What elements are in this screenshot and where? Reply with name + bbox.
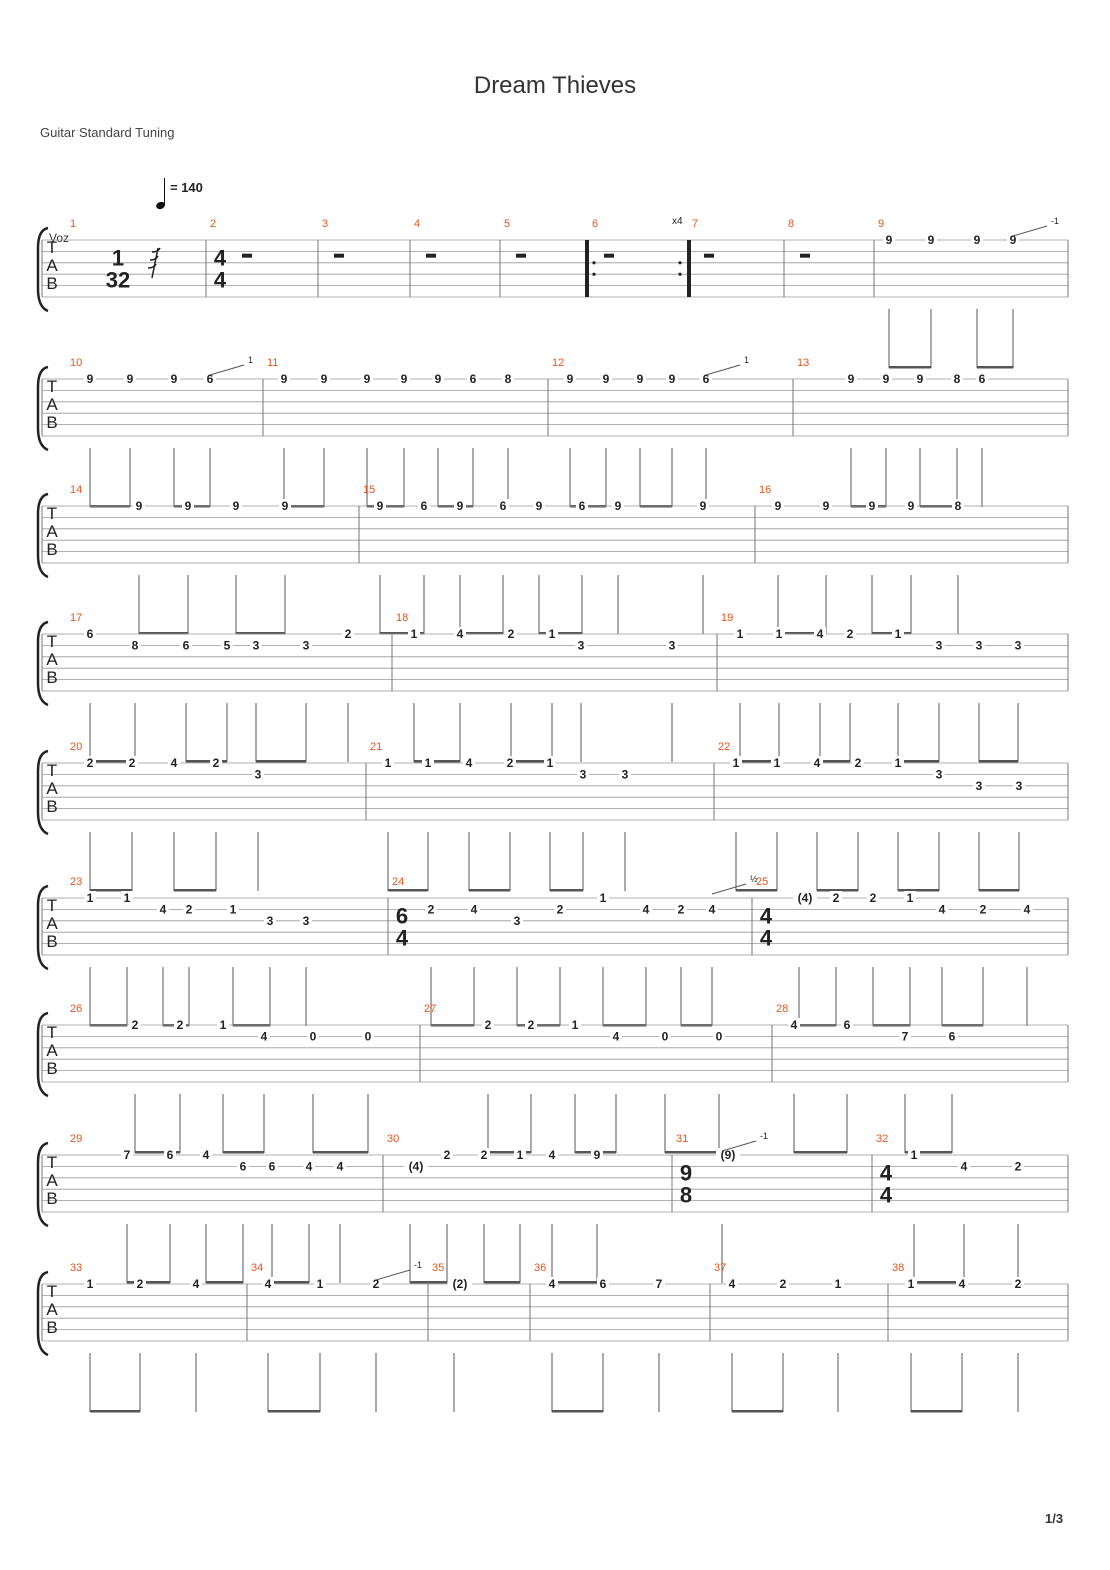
note-beam bbox=[979, 760, 1018, 763]
fret-number: 9 bbox=[170, 372, 178, 386]
fret-number: 1 bbox=[775, 627, 783, 641]
fret-number: 4 bbox=[260, 1029, 268, 1044]
time-signature-bottom: 4 bbox=[395, 925, 409, 951]
fret-number: 2 bbox=[176, 1018, 184, 1032]
fret-number: 2 bbox=[507, 627, 515, 641]
fret-number: (4) bbox=[797, 891, 813, 905]
note-beam bbox=[552, 1281, 597, 1284]
fret-number: 7 bbox=[123, 1148, 131, 1162]
fret-number: 2 bbox=[128, 756, 136, 770]
measure-number: 5 bbox=[504, 218, 511, 230]
time-signature-top: 4 bbox=[213, 245, 227, 271]
fret-number: 8 bbox=[953, 372, 961, 386]
tab-clef-letter: B bbox=[46, 540, 58, 559]
measure-number: 35 bbox=[432, 1262, 445, 1274]
note-beam bbox=[732, 1410, 783, 1413]
fret-number: 1 bbox=[894, 627, 902, 641]
fret-number: 9 bbox=[774, 499, 782, 513]
fret-number: 2 bbox=[779, 1277, 787, 1291]
fret-number: 9 bbox=[927, 233, 935, 247]
measure-number: 13 bbox=[797, 357, 810, 369]
fret-number: 2 bbox=[427, 902, 435, 917]
measure-number: 1 bbox=[70, 218, 77, 230]
fret-number: 2 bbox=[185, 902, 193, 917]
fret-number: 9 bbox=[847, 372, 855, 386]
fret-number: 4 bbox=[816, 627, 824, 641]
fret-number: 6 bbox=[182, 638, 190, 653]
fret-number: 3 bbox=[975, 778, 983, 793]
fret-number: 1 bbox=[894, 756, 902, 770]
fret-number: 6 bbox=[268, 1159, 276, 1174]
fret-number: 0 bbox=[661, 1029, 669, 1044]
measure-number: 29 bbox=[70, 1133, 83, 1145]
fret-number: 1 bbox=[516, 1148, 524, 1162]
fret-number: 2 bbox=[677, 902, 685, 917]
measure-number: 11 bbox=[267, 357, 279, 369]
measure-number: 8 bbox=[788, 218, 795, 230]
fret-number: 1 bbox=[546, 756, 554, 770]
fret-number: 4 bbox=[790, 1018, 798, 1032]
fret-number: 1 bbox=[384, 756, 392, 770]
measure-number: 33 bbox=[70, 1262, 83, 1274]
fret-number: 1 bbox=[773, 756, 781, 770]
tab-system bbox=[38, 355, 1068, 508]
note-beam bbox=[469, 889, 510, 892]
note-beam bbox=[484, 1281, 520, 1284]
repeat-end-bar bbox=[687, 240, 691, 297]
fret-number: 0 bbox=[309, 1029, 317, 1044]
fret-number: 9 bbox=[434, 372, 442, 386]
fret-number: 3 bbox=[668, 638, 676, 653]
fret-number: 2 bbox=[212, 756, 220, 770]
whole-rest-icon bbox=[334, 254, 344, 258]
fret-number: 9 bbox=[822, 499, 830, 513]
fret-number: 2 bbox=[1014, 1277, 1022, 1291]
fret-number: 2 bbox=[484, 1018, 492, 1032]
fret-number: 3 bbox=[975, 638, 983, 653]
fret-number: 4 bbox=[305, 1159, 313, 1174]
repeat-count: x4 bbox=[672, 216, 683, 227]
note-beam bbox=[977, 366, 1013, 369]
fret-number: 9 bbox=[973, 233, 981, 247]
note-beam bbox=[223, 1151, 264, 1154]
fret-number: 9 bbox=[1009, 233, 1017, 247]
tab-system bbox=[38, 874, 1068, 1027]
tuning-label: Guitar Standard Tuning bbox=[40, 125, 175, 140]
fret-number: 2 bbox=[372, 1277, 380, 1291]
fret-number: 9 bbox=[566, 372, 574, 386]
time-signature-top: 4 bbox=[759, 903, 773, 929]
time-signature-bottom: 4 bbox=[759, 925, 773, 951]
fret-number: 3 bbox=[1015, 778, 1023, 793]
fret-number: 0 bbox=[715, 1029, 723, 1044]
measure-number: 7 bbox=[692, 218, 699, 230]
fret-number: 1 bbox=[548, 627, 556, 641]
fret-number: 1 bbox=[410, 627, 418, 641]
fret-number: 1 bbox=[424, 756, 432, 770]
measure-number: 17 bbox=[70, 612, 83, 624]
time-signature-top: 1 bbox=[111, 245, 125, 271]
whole-rest-icon bbox=[604, 254, 614, 258]
time-signature-bottom: 4 bbox=[879, 1182, 893, 1208]
fret-number: 6 bbox=[239, 1159, 247, 1174]
measure-number: 37 bbox=[714, 1262, 727, 1274]
fret-number: 4 bbox=[159, 902, 167, 917]
measure-number: 31 bbox=[676, 1133, 689, 1145]
fret-number: 4 bbox=[264, 1277, 272, 1291]
tab-clef-letter: T bbox=[46, 1282, 58, 1301]
fret-number: 1 bbox=[86, 891, 94, 905]
fret-number: 4 bbox=[960, 1159, 968, 1174]
bend-amount: -1 bbox=[760, 1131, 769, 1141]
whole-rest-icon bbox=[800, 254, 810, 258]
tab-clef-letter: B bbox=[46, 1318, 58, 1337]
fret-number: 1 bbox=[834, 1277, 842, 1291]
fret-number: (9) bbox=[720, 1148, 736, 1162]
tab-clef-letter: A bbox=[46, 779, 58, 798]
fret-number: 1 bbox=[123, 891, 131, 905]
note-beam bbox=[736, 889, 777, 892]
note-beam bbox=[256, 760, 306, 763]
time-signature-bottom: 8 bbox=[679, 1182, 693, 1208]
note-beam bbox=[979, 889, 1019, 892]
time-signature-bottom: 32 bbox=[105, 267, 131, 293]
fret-number: 7 bbox=[655, 1277, 663, 1291]
fret-number: 4 bbox=[728, 1277, 736, 1291]
time-signature-top: 6 bbox=[395, 903, 409, 929]
measure-number: 10 bbox=[70, 357, 83, 369]
bend-line bbox=[706, 365, 740, 375]
note-beam bbox=[550, 889, 583, 892]
note-beam bbox=[889, 366, 931, 369]
measure-number: 9 bbox=[878, 218, 885, 230]
fret-number: 9 bbox=[614, 499, 622, 513]
measure-number: 3 bbox=[322, 218, 329, 230]
note-beam bbox=[272, 1281, 309, 1284]
whole-rest-icon bbox=[704, 254, 714, 258]
tab-system bbox=[38, 216, 1068, 369]
tab-clef-letter: B bbox=[46, 932, 58, 951]
fret-number: 9 bbox=[232, 499, 240, 513]
fret-number: 3 bbox=[579, 767, 587, 782]
measure-number: 15 bbox=[363, 484, 376, 496]
bend-amount: -1 bbox=[414, 1260, 423, 1270]
tab-system bbox=[38, 741, 1068, 892]
fret-number: 9 bbox=[135, 499, 143, 513]
fret-number: 2 bbox=[854, 756, 862, 770]
fret-number: 2 bbox=[832, 891, 840, 905]
tab-clef-letter: A bbox=[46, 1171, 58, 1190]
fret-number: 9 bbox=[320, 372, 328, 386]
fret-number: 8 bbox=[504, 372, 512, 386]
measure-number: 30 bbox=[387, 1133, 400, 1145]
whole-rest-icon bbox=[426, 254, 436, 258]
measure-number: 14 bbox=[70, 484, 83, 496]
note-beam bbox=[911, 1410, 962, 1413]
fret-number: 2 bbox=[344, 627, 352, 641]
note-beam bbox=[206, 1281, 243, 1284]
time-signature-top: 9 bbox=[679, 1160, 693, 1186]
tab-clef-letter: B bbox=[46, 797, 58, 816]
fret-number: 2 bbox=[869, 891, 877, 905]
score-title: Dream Thieves bbox=[473, 72, 637, 99]
tab-clef-letter: T bbox=[46, 1023, 58, 1042]
fret-number: 9 bbox=[281, 499, 289, 513]
tab-clef-letter: A bbox=[46, 1041, 58, 1060]
fret-number: 9 bbox=[699, 499, 707, 513]
fret-number: 1 bbox=[219, 1018, 227, 1032]
fret-number: 4 bbox=[465, 756, 473, 770]
fret-number: (4) bbox=[408, 1159, 424, 1174]
tab-clef-letter: B bbox=[46, 1059, 58, 1078]
tab-clef-letter: A bbox=[46, 1300, 58, 1319]
fret-number: 7 bbox=[901, 1029, 909, 1044]
note-beam bbox=[665, 1151, 719, 1154]
fret-number: 3 bbox=[621, 767, 629, 782]
fret-number: 2 bbox=[480, 1148, 488, 1162]
track-name: Voz bbox=[49, 231, 70, 245]
fret-number: 9 bbox=[86, 372, 94, 386]
note-beam bbox=[820, 760, 850, 763]
measure-number: 23 bbox=[70, 876, 83, 888]
fret-number: 9 bbox=[868, 499, 876, 513]
fret-number: 6 bbox=[702, 372, 710, 386]
fret-number: 4 bbox=[642, 902, 650, 917]
fret-number: 9 bbox=[602, 372, 610, 386]
measure-number: 25 bbox=[756, 876, 769, 888]
fret-number: 6 bbox=[166, 1148, 174, 1162]
fret-number: 5 bbox=[223, 638, 231, 653]
note-beam bbox=[414, 760, 460, 763]
fret-number: 1 bbox=[571, 1018, 579, 1032]
fret-number: 9 bbox=[535, 499, 543, 513]
fret-number: 4 bbox=[813, 756, 821, 770]
note-beam bbox=[174, 889, 216, 892]
fret-number: 2 bbox=[136, 1277, 144, 1291]
fret-number: 9 bbox=[126, 372, 134, 386]
note-beam bbox=[410, 1281, 447, 1284]
tab-clef-letter: T bbox=[46, 238, 58, 257]
fret-number: 3 bbox=[935, 638, 943, 653]
fret-number: 3 bbox=[254, 767, 262, 782]
page-number: 1/3 bbox=[1045, 1511, 1064, 1526]
fret-number: 4 bbox=[170, 756, 178, 770]
fret-number: 9 bbox=[400, 372, 408, 386]
fret-number: 4 bbox=[192, 1277, 200, 1291]
fret-number: 2 bbox=[443, 1148, 451, 1162]
time-signature-top: 4 bbox=[879, 1160, 893, 1186]
measure-number: 32 bbox=[876, 1133, 889, 1145]
tab-clef-letter: T bbox=[46, 377, 58, 396]
tab-system bbox=[38, 1131, 1068, 1284]
note-beam bbox=[898, 760, 939, 763]
fret-number: 4 bbox=[1023, 902, 1031, 917]
fret-number: 2 bbox=[556, 902, 564, 917]
fret-number: 4 bbox=[456, 627, 464, 641]
note-beam bbox=[552, 1410, 603, 1413]
note-beam bbox=[388, 889, 428, 892]
fret-number: 4 bbox=[548, 1277, 556, 1291]
measure-number: 22 bbox=[718, 741, 731, 753]
measure-number: 4 bbox=[414, 218, 421, 230]
tempo-value: = 140 bbox=[170, 180, 203, 195]
fret-number: 1 bbox=[229, 902, 237, 917]
bend-amount: 1 bbox=[248, 355, 254, 365]
fret-number: 1 bbox=[599, 891, 607, 905]
fret-number: 1 bbox=[906, 891, 914, 905]
tab-clef-letter: A bbox=[46, 650, 58, 669]
tab-clef-letter: B bbox=[46, 1189, 58, 1208]
tab-system bbox=[38, 612, 1068, 763]
note-beam bbox=[794, 1151, 847, 1154]
bend-line bbox=[376, 1270, 410, 1280]
fret-number: 2 bbox=[846, 627, 854, 641]
fret-number: 2 bbox=[979, 902, 987, 917]
bend-amount: -1 bbox=[1051, 216, 1060, 226]
fret-number: 2 bbox=[527, 1018, 535, 1032]
fret-number: (2) bbox=[452, 1277, 468, 1291]
time-signature-bottom: 4 bbox=[213, 267, 227, 293]
fret-number: 3 bbox=[1014, 638, 1022, 653]
fret-number: 9 bbox=[184, 499, 192, 513]
tab-clef-letter: A bbox=[46, 395, 58, 414]
tab-clef-letter: T bbox=[46, 504, 58, 523]
tab-clef-letter: A bbox=[46, 914, 58, 933]
note-beam bbox=[313, 1151, 368, 1154]
measure-number: 18 bbox=[396, 612, 409, 624]
fret-number: 6 bbox=[86, 627, 94, 641]
measure-number: 27 bbox=[424, 1003, 437, 1015]
fret-number: 3 bbox=[302, 913, 310, 928]
measure-number: 21 bbox=[370, 741, 383, 753]
fret-number: 9 bbox=[280, 372, 288, 386]
fret-number: 6 bbox=[978, 372, 986, 386]
measure-number: 24 bbox=[392, 876, 405, 888]
fret-number: 0 bbox=[364, 1029, 372, 1044]
tab-clef-letter: T bbox=[46, 896, 58, 915]
fret-number: 2 bbox=[1014, 1159, 1022, 1174]
fret-number: 4 bbox=[612, 1029, 620, 1044]
measure-number: 2 bbox=[210, 218, 217, 230]
fret-number: 4 bbox=[336, 1159, 344, 1174]
tab-clef-letter: A bbox=[46, 256, 58, 275]
measure-number: 16 bbox=[759, 484, 772, 496]
tab-clef-letter: T bbox=[46, 632, 58, 651]
measure-number: 6 bbox=[592, 218, 599, 230]
fret-number: 9 bbox=[882, 372, 890, 386]
note-beam bbox=[268, 1410, 320, 1413]
fret-number: 6 bbox=[578, 499, 586, 513]
tab-clef-letter: T bbox=[46, 761, 58, 780]
fret-number: 3 bbox=[252, 638, 260, 653]
fret-number: 6 bbox=[469, 372, 477, 386]
fret-number: 9 bbox=[456, 499, 464, 513]
measure-number: 34 bbox=[251, 1262, 264, 1274]
tab-system bbox=[38, 1260, 1068, 1413]
fret-number: 9 bbox=[885, 233, 893, 247]
fret-number: 3 bbox=[513, 913, 521, 928]
whole-rest-icon bbox=[516, 254, 526, 258]
tab-clef-letter: T bbox=[46, 1153, 58, 1172]
fret-number: 1 bbox=[86, 1277, 94, 1291]
fret-number: 1 bbox=[907, 1277, 915, 1291]
measure-number: 26 bbox=[70, 1003, 83, 1015]
measure-number: 20 bbox=[70, 741, 83, 753]
bend-line bbox=[210, 365, 244, 375]
measure-number: 38 bbox=[892, 1262, 905, 1274]
fret-number: 6 bbox=[499, 499, 507, 513]
fret-number: 6 bbox=[948, 1029, 956, 1044]
fret-number: 1 bbox=[316, 1277, 324, 1291]
fret-number: 4 bbox=[708, 902, 716, 917]
fret-number: 6 bbox=[206, 372, 214, 386]
bend-amount: 1 bbox=[744, 355, 750, 365]
fret-number: 3 bbox=[302, 638, 310, 653]
fret-number: 9 bbox=[363, 372, 371, 386]
tab-system bbox=[38, 484, 1068, 635]
fret-number: 4 bbox=[548, 1148, 556, 1162]
fret-number: 6 bbox=[420, 499, 428, 513]
measure-number: 19 bbox=[721, 612, 734, 624]
tab-clef-letter: A bbox=[46, 522, 58, 541]
fret-number: 8 bbox=[954, 499, 962, 513]
fret-number: 2 bbox=[86, 756, 94, 770]
fret-number: 6 bbox=[843, 1018, 851, 1032]
repeat-start-bar bbox=[585, 240, 589, 297]
fret-number: 4 bbox=[202, 1148, 210, 1162]
fret-number: 6 bbox=[599, 1277, 607, 1291]
fret-number: 9 bbox=[376, 499, 384, 513]
fret-number: 2 bbox=[131, 1018, 139, 1032]
tab-clef-letter: B bbox=[46, 668, 58, 687]
fret-number: 3 bbox=[577, 638, 585, 653]
bend-amount: ½ bbox=[750, 874, 758, 884]
tab-clef-letter: B bbox=[46, 274, 58, 293]
whole-rest-icon bbox=[242, 254, 252, 258]
fret-number: 3 bbox=[935, 767, 943, 782]
measure-number: 28 bbox=[776, 1003, 789, 1015]
fret-number: 9 bbox=[593, 1148, 601, 1162]
fret-number: 4 bbox=[958, 1277, 966, 1291]
fret-number: 2 bbox=[506, 756, 514, 770]
bend-line bbox=[1013, 226, 1047, 236]
note-beam bbox=[127, 1281, 170, 1284]
fret-number: 9 bbox=[668, 372, 676, 386]
fret-number: 9 bbox=[916, 372, 924, 386]
fret-number: 3 bbox=[266, 913, 274, 928]
fret-number: 4 bbox=[938, 902, 946, 917]
fret-number: 1 bbox=[736, 627, 744, 641]
note-beam bbox=[90, 1410, 140, 1413]
tab-clef-letter: B bbox=[46, 413, 58, 432]
fret-number: 4 bbox=[470, 902, 478, 917]
measure-number: 12 bbox=[552, 357, 565, 369]
fret-number: 8 bbox=[131, 638, 139, 653]
fret-number: 9 bbox=[636, 372, 644, 386]
fret-number: 9 bbox=[907, 499, 915, 513]
fret-number: 1 bbox=[732, 756, 740, 770]
measure-number: 36 bbox=[534, 1262, 547, 1274]
fret-number: 1 bbox=[910, 1148, 918, 1162]
